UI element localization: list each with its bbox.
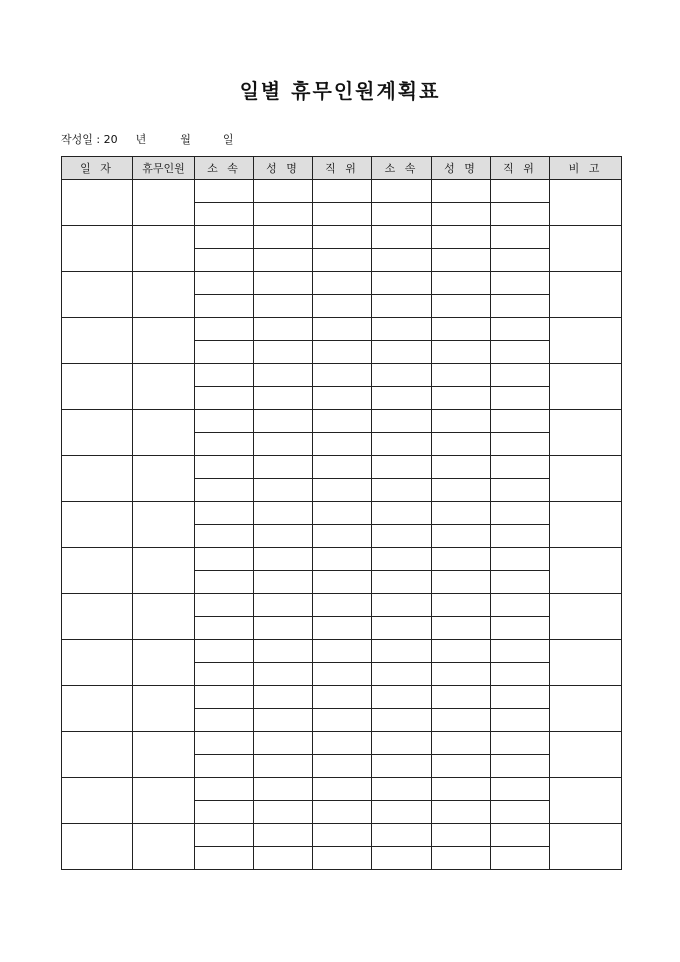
- department-2-cell[interactable]: [372, 686, 432, 709]
- name-2-cell[interactable]: [432, 318, 491, 341]
- off-staff-cell[interactable]: [133, 594, 195, 640]
- department-1-cell[interactable]: [195, 594, 254, 617]
- name-1-cell[interactable]: [254, 272, 313, 295]
- name-1-cell[interactable]: [254, 824, 313, 847]
- off-staff-cell[interactable]: [133, 548, 195, 594]
- name-1-cell[interactable]: [254, 801, 313, 824]
- position-2-cell[interactable]: [491, 249, 550, 272]
- position-1-cell[interactable]: [313, 663, 372, 686]
- table-row: [62, 640, 622, 663]
- department-1-cell[interactable]: [195, 479, 254, 502]
- department-1-cell[interactable]: [195, 226, 254, 249]
- department-1-cell[interactable]: [195, 203, 254, 226]
- department-1-cell[interactable]: [195, 433, 254, 456]
- department-1-cell[interactable]: [195, 778, 254, 801]
- position-1-cell[interactable]: [313, 456, 372, 479]
- date-cell[interactable]: [62, 410, 133, 456]
- department-2-cell[interactable]: [372, 801, 432, 824]
- name-2-cell[interactable]: [432, 824, 491, 847]
- date-label: 작성일 : 20: [61, 133, 118, 146]
- name-1-cell[interactable]: [254, 180, 313, 203]
- department-2-cell[interactable]: [372, 203, 432, 226]
- name-1-cell[interactable]: [254, 502, 313, 525]
- remarks-cell[interactable]: [550, 456, 622, 502]
- date-cell[interactable]: [62, 732, 133, 778]
- name-2-cell[interactable]: [432, 663, 491, 686]
- name-1-cell[interactable]: [254, 249, 313, 272]
- position-2-cell[interactable]: [491, 778, 550, 801]
- name-1-cell[interactable]: [254, 847, 313, 870]
- off-staff-cell[interactable]: [133, 686, 195, 732]
- position-1-cell[interactable]: [313, 686, 372, 709]
- position-1-cell[interactable]: [313, 755, 372, 778]
- department-1-cell[interactable]: [195, 525, 254, 548]
- off-staff-cell[interactable]: [133, 410, 195, 456]
- position-2-cell[interactable]: [491, 364, 550, 387]
- name-1-cell[interactable]: [254, 525, 313, 548]
- year-label: 년: [135, 133, 147, 146]
- position-1-cell[interactable]: [313, 410, 372, 433]
- position-2-cell[interactable]: [491, 433, 550, 456]
- header-position-1: 직 위: [313, 157, 372, 180]
- position-2-cell[interactable]: [491, 548, 550, 571]
- month-label: 월: [180, 133, 191, 146]
- off-staff-cell[interactable]: [133, 640, 195, 686]
- date-cell[interactable]: [62, 226, 133, 272]
- date-cell[interactable]: [62, 364, 133, 410]
- header-name-2: 성 명: [432, 157, 491, 180]
- name-2-cell[interactable]: [432, 778, 491, 801]
- name-2-cell[interactable]: [432, 226, 491, 249]
- name-1-cell[interactable]: [254, 318, 313, 341]
- name-2-cell[interactable]: [432, 594, 491, 617]
- name-1-cell[interactable]: [254, 203, 313, 226]
- department-2-cell[interactable]: [372, 594, 432, 617]
- name-1-cell[interactable]: [254, 663, 313, 686]
- name-1-cell[interactable]: [254, 640, 313, 663]
- name-2-cell[interactable]: [432, 456, 491, 479]
- position-2-cell[interactable]: [491, 180, 550, 203]
- name-2-cell[interactable]: [432, 502, 491, 525]
- header-off-staff: 휴무인원: [133, 157, 195, 180]
- table-row: [62, 180, 622, 203]
- position-2-cell[interactable]: [491, 203, 550, 226]
- position-1-cell[interactable]: [313, 295, 372, 318]
- name-1-cell[interactable]: [254, 364, 313, 387]
- department-2-cell[interactable]: [372, 847, 432, 870]
- schedule-table: [61, 156, 622, 870]
- position-1-cell[interactable]: [313, 709, 372, 732]
- position-1-cell[interactable]: [313, 525, 372, 548]
- date-cell[interactable]: [62, 640, 133, 686]
- position-1-cell[interactable]: [313, 341, 372, 364]
- department-2-cell[interactable]: [372, 640, 432, 663]
- position-1-cell[interactable]: [313, 548, 372, 571]
- remarks-cell[interactable]: [550, 640, 622, 686]
- name-2-cell[interactable]: [432, 364, 491, 387]
- position-2-cell[interactable]: [491, 525, 550, 548]
- table-row: [62, 318, 622, 341]
- name-2-cell[interactable]: [432, 433, 491, 456]
- department-1-cell[interactable]: [195, 686, 254, 709]
- name-1-cell[interactable]: [254, 594, 313, 617]
- name-2-cell[interactable]: [432, 410, 491, 433]
- name-1-cell[interactable]: [254, 617, 313, 640]
- name-2-cell[interactable]: [432, 479, 491, 502]
- name-1-cell[interactable]: [254, 226, 313, 249]
- remarks-cell[interactable]: [550, 732, 622, 778]
- position-1-cell[interactable]: [313, 824, 372, 847]
- header-department-2: 소 속: [372, 157, 432, 180]
- position-2-cell[interactable]: [491, 755, 550, 778]
- name-2-cell[interactable]: [432, 732, 491, 755]
- position-2-cell[interactable]: [491, 732, 550, 755]
- name-2-cell[interactable]: [432, 755, 491, 778]
- department-1-cell[interactable]: [195, 847, 254, 870]
- position-1-cell[interactable]: [313, 732, 372, 755]
- department-2-cell[interactable]: [372, 824, 432, 847]
- creation-date-line: [61, 132, 234, 148]
- document-title: 일별 휴무인원계획표: [239, 79, 441, 103]
- name-2-cell[interactable]: [432, 272, 491, 295]
- position-2-cell[interactable]: [491, 663, 550, 686]
- position-1-cell[interactable]: [313, 479, 372, 502]
- table-row: [62, 502, 622, 525]
- name-2-cell[interactable]: [432, 801, 491, 824]
- department-1-cell[interactable]: [195, 410, 254, 433]
- remarks-cell[interactable]: [550, 548, 622, 594]
- department-1-cell[interactable]: [195, 180, 254, 203]
- name-1-cell[interactable]: [254, 341, 313, 364]
- remarks-cell[interactable]: [550, 502, 622, 548]
- date-cell[interactable]: [62, 272, 133, 318]
- date-cell[interactable]: [62, 502, 133, 548]
- position-2-cell[interactable]: [491, 640, 550, 663]
- position-2-cell[interactable]: [491, 341, 550, 364]
- department-1-cell[interactable]: [195, 341, 254, 364]
- department-2-cell[interactable]: [372, 364, 432, 387]
- position-1-cell[interactable]: [313, 778, 372, 801]
- off-staff-cell[interactable]: [133, 778, 195, 824]
- table-row: [62, 686, 622, 709]
- department-1-cell[interactable]: [195, 272, 254, 295]
- name-1-cell[interactable]: [254, 778, 313, 801]
- name-1-cell[interactable]: [254, 295, 313, 318]
- date-cell[interactable]: [62, 180, 133, 226]
- name-2-cell[interactable]: [432, 571, 491, 594]
- name-1-cell[interactable]: [254, 571, 313, 594]
- date-cell[interactable]: [62, 824, 133, 870]
- department-2-cell[interactable]: [372, 433, 432, 456]
- position-1-cell[interactable]: [313, 180, 372, 203]
- department-2-cell[interactable]: [372, 709, 432, 732]
- name-2-cell[interactable]: [432, 180, 491, 203]
- table-row: [62, 824, 622, 847]
- position-2-cell[interactable]: [491, 594, 550, 617]
- table-row: [62, 732, 622, 755]
- off-staff-cell[interactable]: [133, 318, 195, 364]
- department-2-cell[interactable]: [372, 778, 432, 801]
- off-staff-cell[interactable]: [133, 226, 195, 272]
- name-2-cell[interactable]: [432, 203, 491, 226]
- position-1-cell[interactable]: [313, 318, 372, 341]
- department-2-cell[interactable]: [372, 617, 432, 640]
- remarks-cell[interactable]: [550, 364, 622, 410]
- remarks-cell[interactable]: [550, 318, 622, 364]
- date-cell[interactable]: [62, 456, 133, 502]
- position-2-cell[interactable]: [491, 387, 550, 410]
- department-1-cell[interactable]: [195, 640, 254, 663]
- position-2-cell[interactable]: [491, 617, 550, 640]
- position-1-cell[interactable]: [313, 847, 372, 870]
- department-2-cell[interactable]: [372, 525, 432, 548]
- name-2-cell[interactable]: [432, 295, 491, 318]
- position-2-cell[interactable]: [491, 847, 550, 870]
- header-remarks: 비 고: [550, 157, 622, 180]
- off-staff-cell[interactable]: [133, 732, 195, 778]
- table-row: [62, 594, 622, 617]
- day-label: 일: [222, 133, 234, 146]
- header-name-1: 성 명: [254, 157, 313, 180]
- position-1-cell[interactable]: [313, 502, 372, 525]
- department-2-cell[interactable]: [372, 502, 432, 525]
- department-2-cell[interactable]: [372, 341, 432, 364]
- department-2-cell[interactable]: [372, 663, 432, 686]
- name-1-cell[interactable]: [254, 479, 313, 502]
- off-staff-cell[interactable]: [133, 456, 195, 502]
- department-1-cell[interactable]: [195, 663, 254, 686]
- position-1-cell[interactable]: [313, 801, 372, 824]
- department-2-cell[interactable]: [372, 548, 432, 571]
- position-1-cell[interactable]: [313, 272, 372, 295]
- department-2-cell[interactable]: [372, 318, 432, 341]
- position-1-cell[interactable]: [313, 617, 372, 640]
- name-1-cell[interactable]: [254, 410, 313, 433]
- remarks-cell[interactable]: [550, 272, 622, 318]
- header-position-2: 직 위: [491, 157, 550, 180]
- name-1-cell[interactable]: [254, 548, 313, 571]
- name-2-cell[interactable]: [432, 548, 491, 571]
- remarks-cell[interactable]: [550, 180, 622, 226]
- off-staff-cell[interactable]: [133, 502, 195, 548]
- department-1-cell[interactable]: [195, 456, 254, 479]
- name-1-cell[interactable]: [254, 433, 313, 456]
- name-1-cell[interactable]: [254, 709, 313, 732]
- position-2-cell[interactable]: [491, 502, 550, 525]
- position-1-cell[interactable]: [313, 594, 372, 617]
- name-2-cell[interactable]: [432, 847, 491, 870]
- position-2-cell[interactable]: [491, 824, 550, 847]
- table-row: [62, 456, 622, 479]
- name-2-cell[interactable]: [432, 249, 491, 272]
- date-cell[interactable]: [62, 594, 133, 640]
- table-row: [62, 410, 622, 433]
- table-row: [62, 778, 622, 801]
- off-staff-cell[interactable]: [133, 364, 195, 410]
- position-2-cell[interactable]: [491, 479, 550, 502]
- department-2-cell[interactable]: [372, 755, 432, 778]
- position-2-cell[interactable]: [491, 456, 550, 479]
- name-2-cell[interactable]: [432, 387, 491, 410]
- department-2-cell[interactable]: [372, 456, 432, 479]
- department-2-cell[interactable]: [372, 479, 432, 502]
- position-2-cell[interactable]: [491, 226, 550, 249]
- department-1-cell[interactable]: [195, 824, 254, 847]
- department-1-cell[interactable]: [195, 364, 254, 387]
- name-2-cell[interactable]: [432, 525, 491, 548]
- department-1-cell[interactable]: [195, 755, 254, 778]
- department-2-cell[interactable]: [372, 180, 432, 203]
- off-staff-cell[interactable]: [133, 180, 195, 226]
- remarks-cell[interactable]: [550, 410, 622, 456]
- name-2-cell[interactable]: [432, 686, 491, 709]
- table-row: [62, 364, 622, 387]
- department-2-cell[interactable]: [372, 410, 432, 433]
- name-1-cell[interactable]: [254, 456, 313, 479]
- department-2-cell[interactable]: [372, 249, 432, 272]
- position-2-cell[interactable]: [491, 318, 550, 341]
- name-1-cell[interactable]: [254, 686, 313, 709]
- department-1-cell[interactable]: [195, 295, 254, 318]
- name-1-cell[interactable]: [254, 732, 313, 755]
- table-row: [62, 272, 622, 295]
- position-2-cell[interactable]: [491, 571, 550, 594]
- department-1-cell[interactable]: [195, 502, 254, 525]
- header-department-1: 소 속: [195, 157, 254, 180]
- department-1-cell[interactable]: [195, 387, 254, 410]
- name-2-cell[interactable]: [432, 341, 491, 364]
- date-cell[interactable]: [62, 318, 133, 364]
- off-staff-cell[interactable]: [133, 824, 195, 870]
- position-1-cell[interactable]: [313, 387, 372, 410]
- department-2-cell[interactable]: [372, 295, 432, 318]
- remarks-cell[interactable]: [550, 226, 622, 272]
- name-2-cell[interactable]: [432, 617, 491, 640]
- off-staff-cell[interactable]: [133, 272, 195, 318]
- position-2-cell[interactable]: [491, 410, 550, 433]
- position-1-cell[interactable]: [313, 433, 372, 456]
- position-1-cell[interactable]: [313, 203, 372, 226]
- position-2-cell[interactable]: [491, 709, 550, 732]
- department-2-cell[interactable]: [372, 732, 432, 755]
- name-1-cell[interactable]: [254, 755, 313, 778]
- header-row: [62, 157, 622, 180]
- department-1-cell[interactable]: [195, 318, 254, 341]
- date-cell[interactable]: [62, 686, 133, 732]
- department-1-cell[interactable]: [195, 571, 254, 594]
- department-1-cell[interactable]: [195, 732, 254, 755]
- position-1-cell[interactable]: [313, 364, 372, 387]
- position-1-cell[interactable]: [313, 249, 372, 272]
- position-2-cell[interactable]: [491, 295, 550, 318]
- department-2-cell[interactable]: [372, 226, 432, 249]
- table-row: [62, 548, 622, 571]
- position-2-cell[interactable]: [491, 686, 550, 709]
- position-1-cell[interactable]: [313, 571, 372, 594]
- header-date: 일 자: [62, 157, 133, 180]
- position-2-cell[interactable]: [491, 272, 550, 295]
- name-2-cell[interactable]: [432, 640, 491, 663]
- department-1-cell[interactable]: [195, 709, 254, 732]
- table-row: [62, 226, 622, 249]
- position-1-cell[interactable]: [313, 226, 372, 249]
- position-1-cell[interactable]: [313, 640, 372, 663]
- department-1-cell[interactable]: [195, 801, 254, 824]
- table-body: [62, 180, 622, 870]
- name-2-cell[interactable]: [432, 709, 491, 732]
- department-1-cell[interactable]: [195, 249, 254, 272]
- department-2-cell[interactable]: [372, 387, 432, 410]
- position-2-cell[interactable]: [491, 801, 550, 824]
- remarks-cell[interactable]: [550, 778, 622, 824]
- department-2-cell[interactable]: [372, 571, 432, 594]
- department-1-cell[interactable]: [195, 617, 254, 640]
- date-cell[interactable]: [62, 548, 133, 594]
- remarks-cell[interactable]: [550, 594, 622, 640]
- department-2-cell[interactable]: [372, 272, 432, 295]
- remarks-cell[interactable]: [550, 824, 622, 870]
- name-1-cell[interactable]: [254, 387, 313, 410]
- date-cell[interactable]: [62, 778, 133, 824]
- remarks-cell[interactable]: [550, 686, 622, 732]
- department-1-cell[interactable]: [195, 548, 254, 571]
